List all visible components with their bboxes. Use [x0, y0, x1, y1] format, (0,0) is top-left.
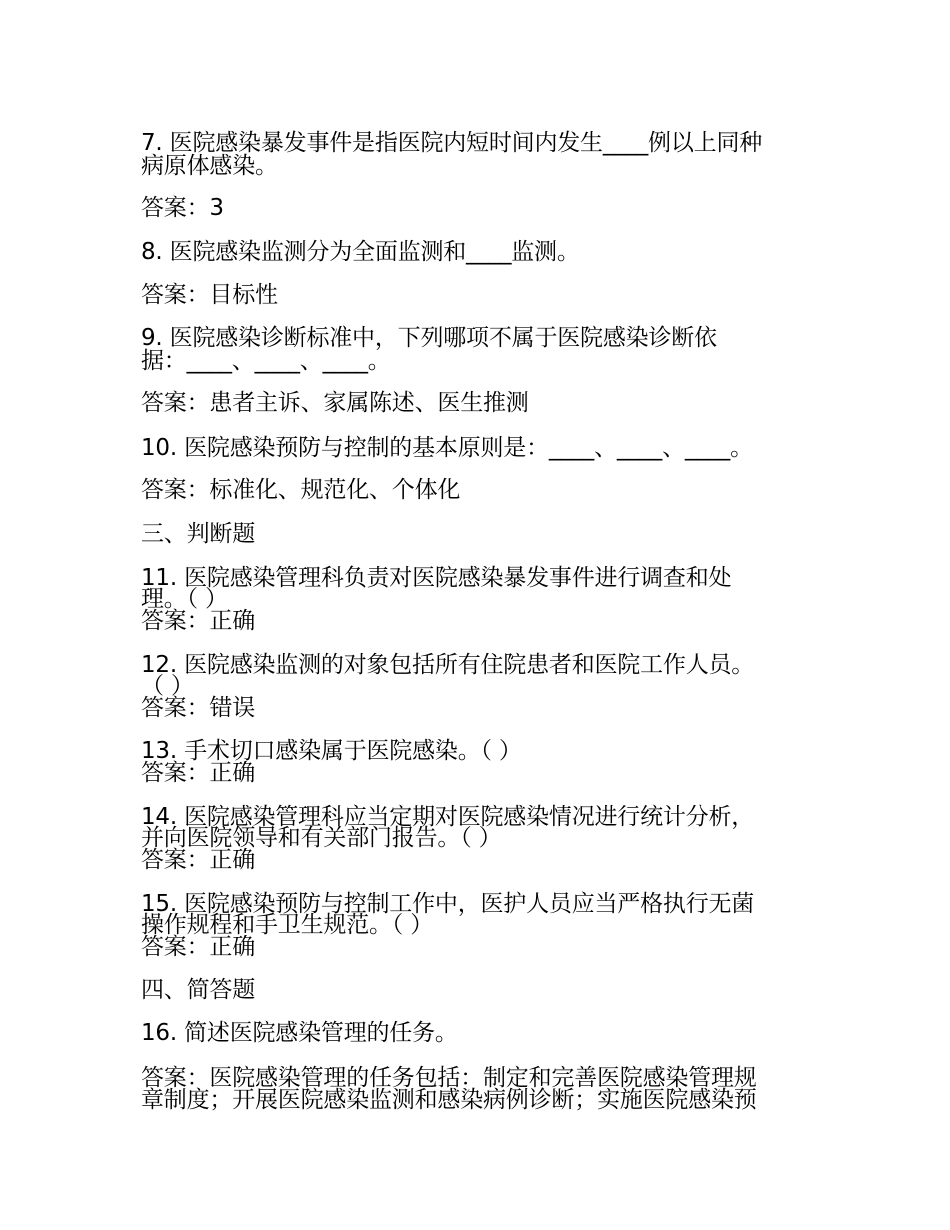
- section-true-false-heading: 三、判断题: [141, 521, 256, 547]
- q11-line-2: 理。（ ）: [141, 586, 228, 612]
- q10-answer: 答案：标准化、规范化、个体化: [141, 477, 461, 503]
- q12-answer: 答案：错误: [141, 695, 256, 721]
- q12-line-1: 12. 医院感染监测的对象包括所有住院患者和医院工作人员。: [141, 652, 755, 678]
- q10-line: 10. 医院感染预防与控制的基本原则是：____、____、____。: [141, 435, 753, 461]
- q8-line: 8. 医院感染监测分为全面监测和____监测。: [141, 239, 580, 265]
- q11-line-1: 11. 医院感染管理科负责对医院感染暴发事件进行调查和处: [141, 565, 732, 591]
- q16-line: 16. 简述医院感染管理的任务。: [141, 1020, 458, 1046]
- q13-answer: 答案：正确: [141, 760, 256, 786]
- q9-line-1: 9. 医院感染诊断标准中，下列哪项不属于医院感染诊断依: [141, 325, 717, 351]
- q12-line-2: （ ）: [141, 673, 194, 699]
- q15-answer: 答案：正确: [141, 934, 256, 960]
- q13-line: 13. 手术切口感染属于医院感染。（ ）: [141, 738, 522, 764]
- q7-answer: 答案：3: [141, 195, 224, 221]
- section-short-answer-heading: 四、简答题: [141, 977, 256, 1003]
- q16-answer-line-1: 答案：医院感染管理的任务包括：制定和完善医院感染管理规: [141, 1065, 757, 1091]
- q14-line-1: 14. 医院感染管理科应当定期对医院感染情况进行统计分析，: [141, 804, 755, 830]
- q15-line-2: 操作规程和手卫生规范。（ ）: [141, 912, 434, 938]
- q14-answer: 答案：正确: [141, 847, 256, 873]
- q14-line-2: 并向医院领导和有关部门报告。（ ）: [141, 825, 502, 851]
- q7-line-1: 7. 医院感染暴发事件是指医院内短时间内发生____例以上同种: [141, 130, 763, 156]
- q16-answer-line-2: 章制度；开展医院感染监测和感染病例诊断；实施医院感染预: [141, 1087, 757, 1113]
- q9-line-2: 据：____、____、____。: [141, 348, 391, 374]
- q11-answer: 答案：正确: [141, 608, 256, 634]
- q8-answer: 答案：目标性: [141, 282, 278, 308]
- q7-line-2: 病原体感染。: [141, 153, 278, 179]
- q9-answer: 答案：患者主诉、家属陈述、医生推测: [141, 390, 529, 416]
- q15-line-1: 15. 医院感染预防与控制工作中，医护人员应当严格执行无菌: [141, 891, 755, 917]
